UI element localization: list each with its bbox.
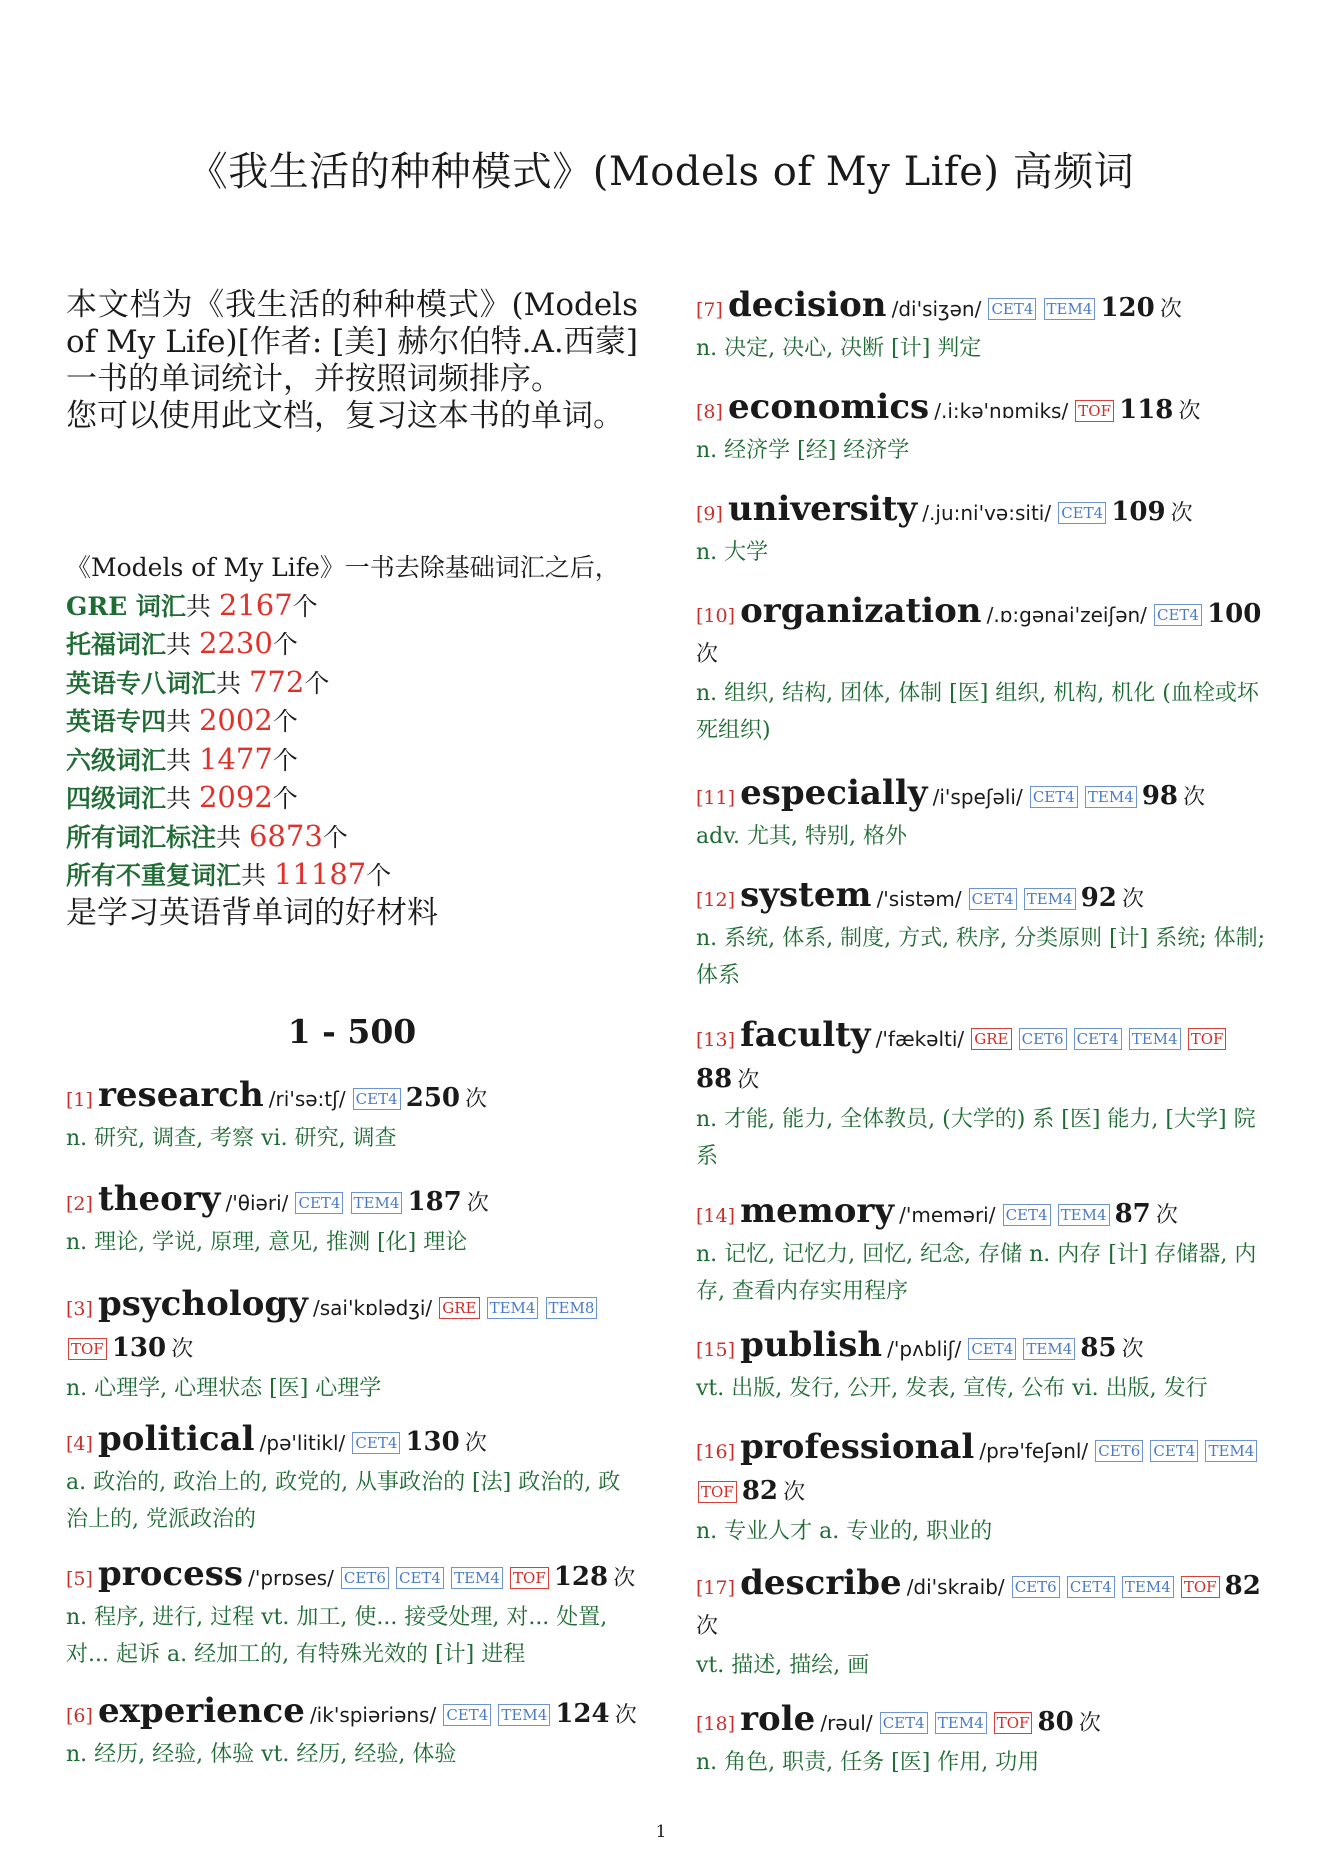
exam-tag: TOF <box>68 1338 107 1360</box>
entry-phonetic: /'meməri/ <box>899 1203 996 1227</box>
word-entry <box>66 1285 638 1407</box>
entry-heading <box>696 1192 1266 1236</box>
entry-heading <box>66 1555 638 1599</box>
count-suffix: 次 <box>1159 297 1182 322</box>
entry-word: psychology <box>98 1284 308 1324</box>
entry-phonetic: /'pʌbliʃ/ <box>887 1337 962 1361</box>
entry-count: 100 <box>1207 599 1262 629</box>
entry-count: 82 <box>1224 1571 1261 1601</box>
entry-word: role <box>740 1699 816 1739</box>
entry-count: 130 <box>405 1427 460 1457</box>
entry-phonetic: /'sistəm/ <box>876 887 962 911</box>
entry-heading <box>66 1180 638 1224</box>
entry-count: 120 <box>1100 293 1155 323</box>
entry-count: 118 <box>1119 395 1174 425</box>
entry-count: 80 <box>1037 1707 1074 1737</box>
stats-label: 英语专八词汇 <box>66 668 217 698</box>
entry-heading <box>696 286 1266 330</box>
entry-word: memory <box>740 1191 895 1231</box>
entry-phonetic: /'prɒses/ <box>248 1566 334 1590</box>
entry-definition: n. 才能, 能力, 全体教员, (大学的) 系 [医] 能力, [大学] 院系 <box>696 1107 1256 1169</box>
entry-phonetic: /ik'spiəriəns/ <box>309 1703 437 1727</box>
word-entry <box>696 1192 1266 1310</box>
entry-heading <box>696 1700 1266 1744</box>
stats-row <box>66 779 638 818</box>
stats-label: 四级词汇 <box>66 784 167 813</box>
exam-tag: CET6 <box>1095 1440 1143 1462</box>
exam-tag: TOF <box>1188 1028 1227 1050</box>
exam-tag: CET4 <box>1074 1028 1122 1050</box>
entry-heading <box>696 1016 1266 1101</box>
entry-word: economics <box>728 387 930 427</box>
entry-word: political <box>98 1419 255 1459</box>
stats-label: 所有词汇标注 <box>66 822 217 852</box>
exam-tag: TEM4 <box>1205 1440 1257 1462</box>
entry-index: [11] <box>696 787 736 809</box>
intro-text <box>66 287 638 435</box>
exam-tag: CET4 <box>969 888 1017 910</box>
entry-count: 109 <box>1111 497 1166 527</box>
entry-count: 92 <box>1080 883 1117 913</box>
exam-tag: GRE <box>439 1297 479 1319</box>
stats-unit: 个 <box>272 630 298 659</box>
entry-heading <box>696 490 1266 534</box>
entry-count: 85 <box>1080 1333 1117 1363</box>
entry-count: 128 <box>553 1562 609 1592</box>
stats-closing: 是学习英语背单词的好材料 <box>66 894 438 931</box>
stats-unit: 个 <box>304 668 330 698</box>
stats-row <box>66 741 638 780</box>
stats-unit: 个 <box>366 861 392 890</box>
word-entry <box>696 774 1266 855</box>
word-entry <box>696 490 1266 571</box>
entry-phonetic: /rəul/ <box>820 1711 873 1735</box>
exam-tag: CET4 <box>968 1338 1016 1360</box>
entry-word: professional <box>740 1427 975 1467</box>
intro-paragraph: 本文档为《我生活的种种模式》(Models of My Life)[作者: [美] 赫尔伯特.A.西蒙] 一书的单词统计，并按照词频排序。 <box>66 287 638 397</box>
word-entry <box>696 1564 1266 1684</box>
exam-tag: TEM8 <box>546 1297 598 1319</box>
exam-tag: CET4 <box>443 1704 491 1726</box>
count-suffix: 次 <box>171 1337 194 1362</box>
entry-phonetic: /ri'sə:tʃ/ <box>268 1087 346 1111</box>
stats-mid: 共 <box>166 707 199 736</box>
exam-tag: TEM4 <box>487 1297 539 1319</box>
entry-index: [6] <box>66 1705 93 1727</box>
word-entry <box>66 1692 638 1773</box>
stats-label: 托福词汇 <box>66 630 167 659</box>
exam-tag: CET4 <box>352 1432 400 1454</box>
entry-index: [17] <box>696 1577 736 1599</box>
entry-heading <box>696 388 1266 432</box>
count-suffix: 次 <box>466 1191 489 1216</box>
entry-heading <box>66 1076 638 1120</box>
exam-tag: CET4 <box>1030 786 1078 808</box>
entry-phonetic: /.ju:ni'və:siti/ <box>922 501 1052 525</box>
count-suffix: 次 <box>1178 399 1201 424</box>
intro-paragraph: 您可以使用此文档，复习这本书的单词。 <box>66 398 624 434</box>
stats-row <box>66 856 638 895</box>
entry-heading <box>696 876 1266 920</box>
exam-tag: CET4 <box>988 298 1036 320</box>
count-suffix: 次 <box>696 642 719 667</box>
stats-mid: 共 <box>166 745 199 775</box>
entry-index: [10] <box>696 605 736 627</box>
entry-word: theory <box>98 1179 221 1219</box>
entry-definition: n. 系统, 体系, 制度, 方式, 秩序, 分类原则 [计] 系统; 体制; 体系 <box>696 926 1266 988</box>
count-suffix: 次 <box>1078 1711 1101 1736</box>
entry-word: decision <box>728 285 887 325</box>
section-range-heading: 1 - 500 <box>287 1012 417 1051</box>
exam-tag: CET4 <box>1058 502 1106 524</box>
count-suffix: 次 <box>465 1087 488 1112</box>
entry-phonetic: /di'skraib/ <box>906 1575 1005 1599</box>
count-suffix: 次 <box>1155 1203 1178 1228</box>
entry-word: research <box>98 1075 264 1115</box>
entry-heading <box>696 774 1266 818</box>
stats-mid: 共 <box>166 784 199 813</box>
count-suffix: 次 <box>1121 887 1144 912</box>
entry-heading <box>696 592 1266 675</box>
entry-definition: n. 专业人才 a. 专业的, 职业的 <box>696 1519 993 1544</box>
entry-definition: n. 大学 <box>696 540 769 565</box>
stats-number: 2167 <box>218 587 293 622</box>
entry-index: [18] <box>696 1713 736 1735</box>
entry-word: faculty <box>740 1015 871 1055</box>
word-entry <box>66 1555 638 1673</box>
exam-tag: CET6 <box>1019 1028 1067 1050</box>
stats-number: 2002 <box>198 703 273 737</box>
entry-index: [15] <box>696 1339 736 1361</box>
stats-row <box>66 818 638 857</box>
entry-phonetic: /'θiəri/ <box>225 1191 289 1215</box>
entry-count: 130 <box>111 1333 167 1363</box>
entry-definition: a. 政治的, 政治上的, 政党的, 从事政治的 [法] 政治的, 政治上的, 党派政治的 <box>66 1470 621 1532</box>
exam-tag: GRE <box>971 1028 1011 1050</box>
entry-word: process <box>98 1554 243 1594</box>
entry-word: experience <box>98 1691 305 1731</box>
count-suffix: 次 <box>737 1068 760 1093</box>
entry-index: [12] <box>696 889 736 911</box>
entry-count: 87 <box>1114 1199 1151 1229</box>
exam-tag: TEM4 <box>1058 1204 1110 1226</box>
stats-unit: 个 <box>272 707 298 736</box>
entry-word: especially <box>740 773 928 813</box>
entry-definition: n. 经济学 [经] 经济学 <box>696 438 910 463</box>
entry-definition: n. 程序, 进行, 过程 vt. 加工, 使... 接受处理, 对... 处置, 对... 起诉 a. 经加工的, 有特殊光效的 [计] 进程 <box>66 1605 608 1667</box>
stats-unit: 个 <box>292 591 318 621</box>
word-entry <box>696 592 1266 749</box>
stats-row <box>66 702 638 741</box>
entry-definition: n. 心理学, 心理状态 [医] 心理学 <box>66 1376 382 1401</box>
exam-tag: CET6 <box>341 1567 389 1589</box>
entry-heading <box>696 1326 1266 1370</box>
entry-definition: adv. 尤其, 特别, 格外 <box>696 824 907 849</box>
stats-unit: 个 <box>272 784 298 813</box>
stats-mid: 共 <box>241 861 274 890</box>
stats-label: 英语专四 <box>66 707 167 736</box>
word-entry <box>696 1700 1266 1781</box>
entry-count: 250 <box>405 1083 461 1113</box>
exam-tag: TOF <box>698 1481 737 1503</box>
entry-count: 187 <box>407 1187 462 1217</box>
stats-mid: 共 <box>166 630 199 659</box>
exam-tag: CET4 <box>1150 1440 1198 1462</box>
stats-label: 六级词汇 <box>66 745 167 775</box>
word-entry <box>66 1076 638 1157</box>
page-number: 1 <box>655 1822 667 1842</box>
exam-tag: TEM4 <box>498 1704 550 1726</box>
exam-tag: TEM4 <box>1023 1338 1075 1360</box>
word-entry <box>66 1180 638 1261</box>
exam-tag: TEM4 <box>351 1192 403 1214</box>
stats-mid: 共 <box>185 591 219 621</box>
count-suffix: 次 <box>783 1480 806 1505</box>
entry-index: [7] <box>696 299 723 321</box>
stats-mid: 共 <box>216 668 249 698</box>
count-suffix: 次 <box>1121 1337 1144 1362</box>
entry-count: 82 <box>741 1476 778 1506</box>
exam-tag: CET4 <box>353 1088 401 1110</box>
exam-tag: TEM4 <box>1122 1576 1174 1598</box>
word-entry <box>66 1420 638 1538</box>
document-title: 《我生活的种种模式》(Models of My Life) 高频词 <box>187 149 1135 195</box>
count-suffix: 次 <box>1170 501 1193 526</box>
entry-index: [14] <box>696 1205 736 1227</box>
exam-tag: CET4 <box>396 1567 444 1589</box>
entry-definition: n. 研究, 调查, 考察 vi. 研究, 调查 <box>66 1126 397 1151</box>
stats-number: 772 <box>248 664 305 699</box>
stats-number: 6873 <box>248 818 323 853</box>
entry-word: university <box>728 489 918 529</box>
word-entry <box>696 876 1266 994</box>
exam-tag: TEM4 <box>1044 298 1096 320</box>
stats-label: GRE 词汇 <box>66 591 186 621</box>
entry-definition: n. 经历, 经验, 体验 vt. 经历, 经验, 体验 <box>66 1742 457 1767</box>
word-entry <box>696 1326 1266 1407</box>
stats-mid: 共 <box>216 822 249 852</box>
entry-index: [1] <box>66 1089 93 1111</box>
entry-definition: n. 记忆, 记忆力, 回忆, 纪念, 存储 n. 内存 [计] 存储器, 内存, 查看内存实用程序 <box>696 1242 1257 1304</box>
entry-heading <box>66 1285 638 1370</box>
entry-index: [8] <box>696 401 723 423</box>
count-suffix: 次 <box>614 1703 637 1728</box>
stats-number: 2092 <box>198 780 273 814</box>
count-suffix: 次 <box>464 1431 487 1456</box>
entry-definition: vt. 描述, 描绘, 画 <box>696 1653 870 1678</box>
entry-heading <box>696 1564 1266 1647</box>
word-entry <box>696 388 1266 469</box>
exam-tag: CET4 <box>1154 604 1202 626</box>
entry-word: publish <box>740 1325 883 1365</box>
entry-index: [4] <box>66 1433 93 1455</box>
exam-tag: TOF <box>1181 1576 1220 1598</box>
stats-row <box>66 625 638 664</box>
word-entry <box>696 1016 1266 1175</box>
stats-number: 2230 <box>198 626 273 660</box>
entry-index: [13] <box>696 1029 736 1051</box>
exam-tag: TEM4 <box>451 1567 503 1589</box>
stats-row <box>66 664 638 703</box>
entry-heading <box>66 1420 638 1464</box>
entry-heading <box>66 1692 638 1736</box>
exam-tag: CET4 <box>295 1192 343 1214</box>
entry-phonetic: /pə'litikl/ <box>259 1431 346 1455</box>
entry-index: [2] <box>66 1193 93 1215</box>
entry-phonetic: /di'siʒən/ <box>891 297 982 321</box>
stats-unit: 个 <box>322 822 348 852</box>
word-entry <box>696 286 1266 367</box>
count-suffix: 次 <box>613 1566 636 1591</box>
exam-tag: TOF <box>1075 400 1114 422</box>
stats-number: 11187 <box>273 857 367 891</box>
entry-definition: n. 角色, 职责, 任务 [医] 作用, 功用 <box>696 1750 1040 1775</box>
entry-phonetic: /i'speʃəli/ <box>932 785 1023 809</box>
exam-tag: CET4 <box>880 1712 928 1734</box>
entry-word: system <box>740 875 872 915</box>
exam-tag: TEM4 <box>1129 1028 1181 1050</box>
exam-tag: TEM4 <box>1024 888 1076 910</box>
exam-tag: CET4 <box>1003 1204 1051 1226</box>
entry-index: [16] <box>696 1441 736 1463</box>
entry-index: [9] <box>696 503 723 525</box>
entry-phonetic: /.i:kə'nɒmiks/ <box>934 399 1069 423</box>
entry-definition: n. 决定, 决心, 决断 [计] 判定 <box>696 336 982 361</box>
stats-row <box>66 587 638 626</box>
entry-word: describe <box>740 1563 902 1603</box>
exam-tag: CET6 <box>1012 1576 1060 1598</box>
entry-phonetic: /'fækəlti/ <box>875 1027 965 1051</box>
exam-tag: TEM4 <box>935 1712 987 1734</box>
stats-unit: 个 <box>272 745 298 775</box>
entry-index: [5] <box>66 1568 93 1590</box>
stats-lead: 《Models of My Life》一书去除基础词汇之后， <box>66 553 620 582</box>
vocabulary-stats <box>66 550 638 931</box>
exam-tag: TEM4 <box>1085 786 1137 808</box>
exam-tag: TOF <box>510 1567 549 1589</box>
entry-word: organization <box>740 591 982 631</box>
entry-count: 88 <box>696 1064 733 1094</box>
entry-phonetic: /.ɒ:gənai'zeiʃən/ <box>986 603 1147 627</box>
exam-tag: TOF <box>994 1712 1033 1734</box>
exam-tag: CET4 <box>1067 1576 1115 1598</box>
entry-count: 98 <box>1141 781 1179 811</box>
count-suffix: 次 <box>1183 785 1206 810</box>
entry-count: 124 <box>555 1699 610 1729</box>
entry-index: [3] <box>66 1298 93 1320</box>
entry-definition: n. 组织, 结构, 团体, 体制 [医] 组织, 机构, 机化 (血栓或坏死组织) <box>696 681 1259 743</box>
entry-definition: vt. 出版, 发行, 公开, 发表, 宣传, 公布 vi. 出版, 发行 <box>696 1376 1208 1401</box>
stats-number: 1477 <box>198 741 273 776</box>
count-suffix: 次 <box>696 1614 719 1639</box>
stats-label: 所有不重复词汇 <box>66 861 242 890</box>
word-entry <box>696 1428 1266 1550</box>
entry-phonetic: /prə'feʃənl/ <box>979 1439 1089 1463</box>
entry-definition: n. 理论, 学说, 原理, 意见, 推测 [化] 理论 <box>66 1230 468 1255</box>
entry-heading <box>696 1428 1266 1513</box>
entry-phonetic: /sai'kɒlədʒi/ <box>313 1296 433 1320</box>
